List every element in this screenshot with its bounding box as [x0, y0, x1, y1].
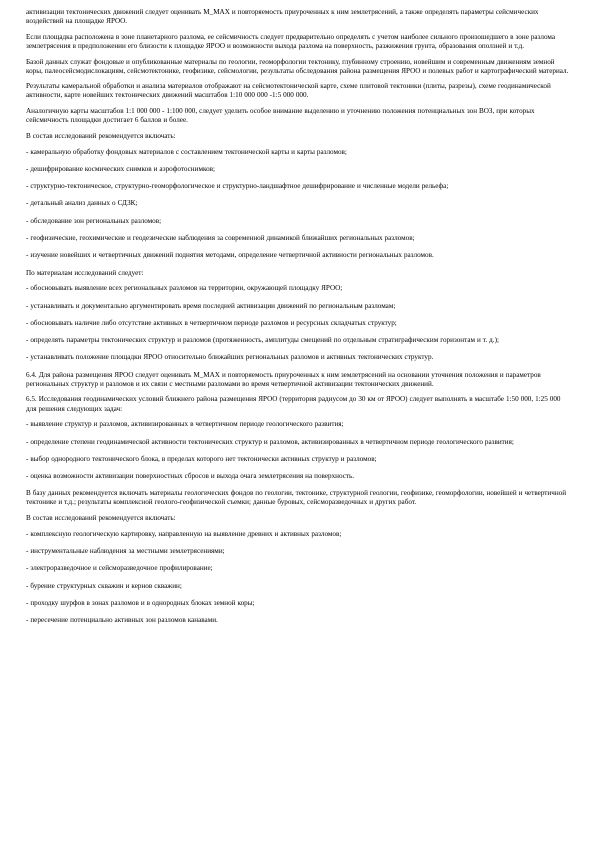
planetary-fault-paragraph: Если площадка расположена в зоне планетарного разлома, ее сейсмичность следует предварительно определять с учетом наиболее сильного произошедшего в зоне разлома землетрясения в предположении его близости к площадке ЯРОО и возможности выхода разлома на поверхность, разжижения грунта, образования оползней и т.д. [26, 32, 556, 50]
list-item: - комплексную геологическую картировку, направленную на выявление древних и активных разломов; [26, 529, 342, 538]
list-item: - оценка возможности активизации поверхностных сбросов и выхода очага землетрясения на поверхность. [26, 472, 355, 481]
list-item: - бурение структурных скважин и кернов скважин; [26, 581, 182, 590]
list-item: - дешифрирование космических снимков и аэрофотоснимков; [26, 164, 215, 173]
list-item: - геофизические, геохимические и геодезические наблюдения за современной динамикой ближайших региональных разломов; [26, 234, 415, 242]
list-heading: В состав исследований рекомендуется включать: [26, 131, 176, 140]
list-item: - проходку шурфов в зонах разломов и в однородных блоках земной коры; [26, 598, 255, 607]
list-item: - электроразведочное и сейсморазведочное профилирование; [26, 564, 213, 573]
data-base-paragraph-2: В базу данных рекомендуется включать материалы геологических фондов по геологии, тектонике, структурной геологии, геофизике, геоморфологии, новейшей и четвертичной тектонике и т.д.; результаты комплексной геолого-геофизической съемки; данные буровых, сейсморазведочных и других работ. [26, 489, 567, 507]
results-paragraph: Результаты камеральной обработки и анализа материалов отображают на сейсмотектонической карте, схеме плитовой тектоники (плиты, разрезы), схеме геодинамической активности, карте новейших тектонических движений масштабов 1:10 000 000 -1:5 000 000. [26, 82, 551, 100]
list-item: - изучение новейших и четвертичных движений поднятия методами, определение четвертичной активности региональных разломов. [26, 251, 434, 260]
list-item: - структурно-тектоническое, структурно-геоморфологическое и структурно-ландшафтное дешифрирование и численные модели рельефа; [26, 182, 449, 191]
list-item: - устанавливать и документально аргументировать время последней активизации движений по региональным разломам; [26, 301, 396, 310]
maps-paragraph: Аналогичную карты масштабов 1:1 000 000 - 1:100 000, следует уделить особое внимание выделению и уточнению положения потенциальных зон ВОЗ, при которых сейсмичность площадки достигает 6 баллов и более. [26, 107, 535, 125]
list-heading: По материалам исследований следует: [26, 268, 144, 277]
section-6-5-paragraph: 6.5. Исследования геодинамических условий ближнего района размещения ЯРОО (территория радиусом до 30 км от ЯРОО) следует выполнять в масштабе 1:50 000, 1:25 000 для решения следующих задач: [26, 395, 561, 413]
list-heading: В состав исследований рекомендуется включать: [26, 514, 176, 523]
list-item: - выявление структур и разломов, активизированных в четвертичном периоде геологического развития; [26, 420, 344, 429]
list-item: - определение степени геодинамической активности тектонических структур и разломов, активизированных в четвертичном периоде геологического развития; [26, 437, 514, 446]
list-item: - определять параметры тектонических структур и разломов (протяженность, амплитуды смещений по отдельным стратиграфическим горизонтам и т. д.); [26, 336, 499, 345]
list-item: - обосновывать выявление всех региональных разломов на территории, окружающей площадку ЯРОО; [26, 284, 343, 293]
list-item: - детальный анализ данных о СДЗК; [26, 199, 138, 208]
data-base-paragraph: Базой данных служат фондовые и опубликованные материалы по геологии, геоморфологии тектонику, глубинному строению, новейшим и современным движениям земной коры, палеосейсмодислокациям, сейсмотектонике, геофизике, сейсмологии, результаты обследования района размещения ЯРОО и полевых работ и картографический материал. [26, 57, 569, 75]
list-item: - выбор однородного тектонического блока, в пределах которого нет тектонически активных структур и разломов; [26, 454, 377, 463]
list-item: - обосновывать наличие либо отсутствие активных в четвертичном периоде разломов и ресурсных складчатых структур; [26, 318, 397, 327]
continuation-paragraph: активизации тектонических движений следует оценивать M_MAX и повторяемость приуроченных к ним землетрясений, а также определять параметры сейсмических воздействий на площадке ЯРОО. [26, 8, 539, 26]
list-item: - инструментальные наблюдения за местными землетрясениями; [26, 547, 225, 556]
list-item: - камеральную обработку фондовых материалов с составлением тектонической карты и карты разломов; [26, 147, 347, 156]
list-item: - обследование зон региональных разломов; [26, 216, 162, 225]
list-item: - устанавливать положение площадки ЯРОО относительно ближайших региональных разломов и активных тектонических структур. [26, 353, 434, 362]
section-6-4-paragraph: 6.4. Для района размещения ЯРОО следует оценивать M_MAX и повторяемость приуроченных к ним землетрясений на основании уточнения положения и параметров региональных структур и разломов и их связи с местными разломами во время четвертичной активизации тектонических движений. [26, 370, 541, 388]
list-item: - пересечение потенциально активных зон разломов канавами. [26, 616, 218, 625]
